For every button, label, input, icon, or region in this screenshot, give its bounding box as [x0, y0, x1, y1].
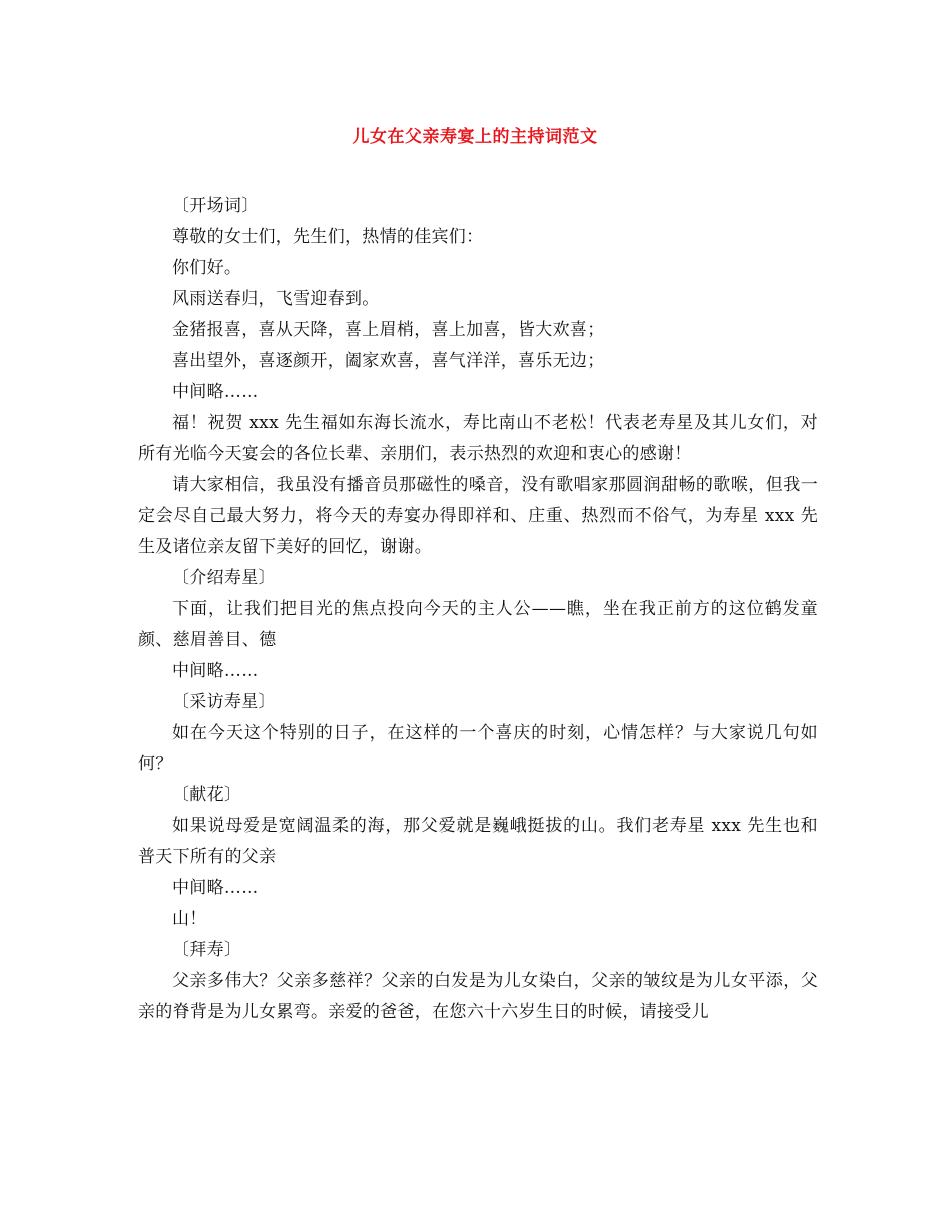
paragraph: 父亲多伟大？父亲多慈祥？父亲的白发是为儿女染白，父亲的皱纹是为儿女平添，父亲的脊背是为儿女累弯。亲爱的爸爸，在您六十六岁生日的时候，请接受儿 [138, 971, 818, 1022]
section-heading-flowers: 〔献花〕 [172, 785, 242, 805]
paragraph: 请大家相信，我虽没有播音员那磁性的嗓音，没有歌唱家那圆润甜畅的歌喉，但我一定会尽自己最大努力，将今天的寿宴办得即祥和、庄重、热烈而不俗气，为寿星 xxx 先生及诸位亲友留下美好的回忆，谢谢。 [138, 475, 818, 557]
section-heading-birthday-bow: 〔拜寿〕 [172, 940, 242, 960]
paragraph: 你们好。 [172, 258, 242, 278]
paragraph: 山！ [172, 909, 207, 929]
section-heading-introduce: 〔介绍寿星〕 [172, 568, 276, 588]
paragraph: 风雨送春归，飞雪迎春到。 [172, 289, 380, 309]
paragraph: 喜出望外，喜逐颜开，阖家欢喜，喜气洋洋，喜乐无边； [172, 351, 605, 371]
document-title: 儿女在父亲寿宴上的主持词范文 [352, 127, 598, 147]
paragraph: 如果说母爱是宽阔温柔的海，那父爱就是巍峨挺拔的山。我们老寿星 xxx 先生也和普天下所有的父亲 [138, 816, 818, 867]
section-heading-interview: 〔采访寿星〕 [172, 692, 276, 712]
omission-note: 中间略…… [172, 661, 259, 681]
section-heading-opening: 〔开场词〕 [172, 196, 259, 216]
omission-note: 中间略…… [172, 878, 259, 898]
paragraph: 下面，让我们把目光的焦点投向今天的主人公——瞧，坐在我正前方的这位鹤发童颜、慈眉善目、德 [138, 599, 818, 650]
paragraph: 尊敬的女士们，先生们，热情的佳宾们： [172, 227, 484, 247]
document-body [138, 191, 818, 1028]
paragraph: 金猪报喜，喜从天降，喜上眉梢，喜上加喜，皆大欢喜； [172, 320, 605, 340]
paragraph: 如在今天这个特别的日子，在这样的一个喜庆的时刻，心情怎样？与大家说几句如何？ [138, 723, 818, 774]
omission-note: 中间略…… [172, 382, 259, 402]
paragraph: 福！祝贺 xxx 先生福如东海长流水，寿比南山不老松！代表老寿星及其儿女们，对所有光临今天宴会的各位长辈、亲朋们，表示热烈的欢迎和衷心的感谢！ [138, 413, 818, 464]
